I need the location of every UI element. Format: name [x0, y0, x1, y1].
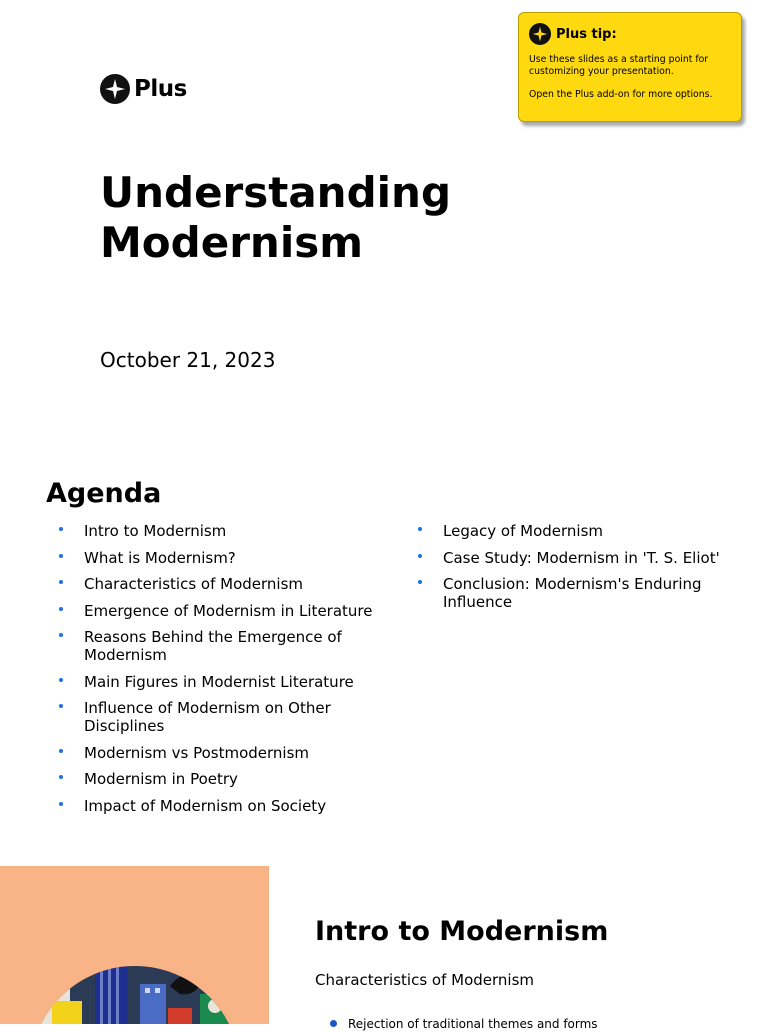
agenda-heading: Agenda — [46, 478, 162, 509]
agenda-item: Characteristics of Modernism — [58, 575, 388, 593]
tip-text-1: Use these slides as a starting point for customizing your presentation. — [529, 54, 709, 77]
agenda-item: Emergence of Modernism in Literature — [58, 602, 388, 620]
agenda-item: Impact of Modernism on Society — [58, 797, 388, 815]
tip-title: Plus tip: — [556, 26, 617, 42]
agenda-item: Main Figures in Modernist Literature — [58, 673, 388, 691]
agenda-item: Legacy of Modernism — [417, 522, 737, 540]
intro-bullet-list — [330, 1016, 598, 1032]
intro-slide — [0, 866, 768, 1031]
title-slide — [0, 0, 768, 440]
plus-tip-icon — [529, 23, 551, 45]
agenda-item: Conclusion: Modernism's Enduring Influence — [417, 575, 737, 611]
modernist-artwork-image — [0, 866, 269, 1024]
agenda-item: What is Modernism? — [58, 549, 388, 567]
intro-heading: Intro to Modernism — [315, 916, 609, 947]
agenda-item: Modernism vs Postmodernism — [58, 744, 388, 762]
tip-header — [529, 23, 731, 45]
plus-logo — [100, 74, 187, 104]
logo-text: Plus — [134, 76, 187, 102]
agenda-slide — [0, 460, 768, 844]
presentation-date: October 21, 2023 — [100, 348, 276, 372]
agenda-item: Reasons Behind the Emergence of Modernism — [58, 628, 388, 664]
plus-tip-callout — [518, 12, 742, 122]
agenda-list-right — [417, 522, 737, 620]
agenda-item: Case Study: Modernism in 'T. S. Eliot' — [417, 549, 737, 567]
agenda-item: Modernism in Poetry — [58, 770, 388, 788]
presentation-title: Understanding Modernism — [100, 168, 452, 267]
agenda-list-left — [58, 522, 388, 823]
intro-bullet: Rejection of traditional themes and forms — [330, 1016, 598, 1032]
plus-logo-icon — [100, 74, 130, 104]
intro-image-panel — [0, 866, 269, 1024]
tip-text-2: Open the Plus add-on for more options. — [529, 89, 713, 100]
agenda-item: Influence of Modernism on Other Disciplines — [58, 699, 388, 735]
agenda-item: Intro to Modernism — [58, 522, 388, 540]
intro-subheading: Characteristics of Modernism — [315, 971, 535, 989]
